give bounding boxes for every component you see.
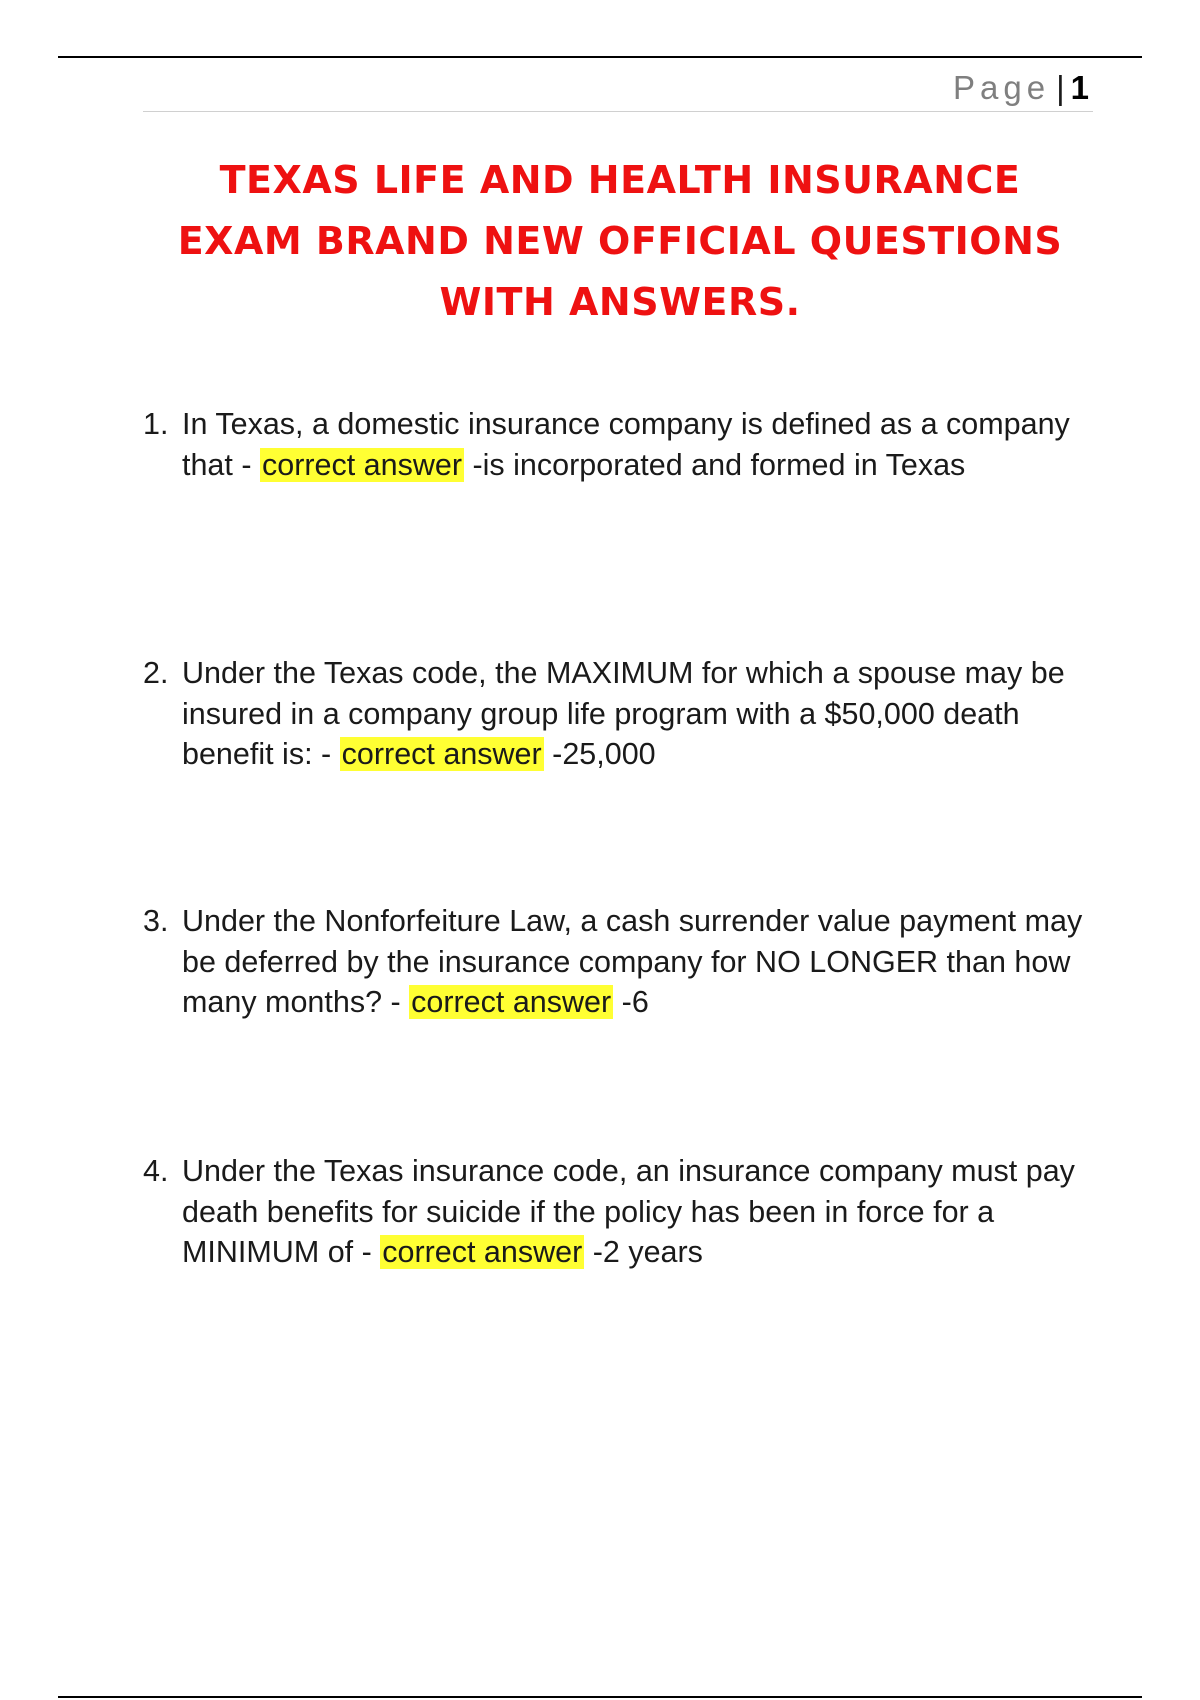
correct-answer-highlight: correct answer [262,447,463,482]
question-body [182,404,1103,485]
top-rule [58,56,1142,58]
question-item-1 [143,404,1103,485]
question-text: Under the Nonforfeiture Law, a cash surrender value payment may be deferred by the insurance company for NO LONGER than how many months? - [182,904,1083,1019]
title-line-3: WITH ANSWERS. [439,280,801,324]
correct-answer-highlight: correct answer [382,1235,583,1269]
question-item-2 [143,653,1103,775]
question-item-3 [143,901,1103,1023]
answer-text: -25,000 [552,737,656,771]
question-item-4 [143,1151,1103,1273]
answer-text: -6 [621,985,649,1019]
page-header [143,64,1093,112]
question-number: 1. [143,407,169,441]
question-number: 4. [143,1154,169,1188]
page-separator: | [1056,69,1065,106]
question-text: Under the Texas code, the MAXIMUM for which a spouse may be insured in a company group life program with a $50,000 death benefit is: - [182,656,1065,771]
question-number: 3. [143,904,169,938]
bottom-rule [58,1696,1142,1698]
question-body [182,1151,1103,1273]
page-number: 1 [1070,69,1089,106]
question-body [182,653,1103,775]
document-title [130,150,1110,333]
question-body [182,901,1103,1023]
page-label: Page [952,69,1051,106]
question-text: Under the Texas insurance code, an insurance company must pay death benefits for suicide if the policy has been in force for a MINIMUM of - [182,1154,1075,1269]
title-line-1: TEXAS LIFE AND HEALTH INSURANCE [219,158,1021,202]
answer-text: -2 years [592,1235,703,1269]
question-text: In Texas, a domestic insurance company is defined as a company that - [182,407,1070,482]
question-number: 2. [143,656,169,690]
correct-answer-highlight: correct answer [341,737,542,771]
answer-text: -is incorporated and formed in Texas [472,447,966,482]
title-line-2: EXAM BRAND NEW OFFICIAL QUESTIONS [177,219,1063,263]
correct-answer-highlight: correct answer [411,985,612,1019]
